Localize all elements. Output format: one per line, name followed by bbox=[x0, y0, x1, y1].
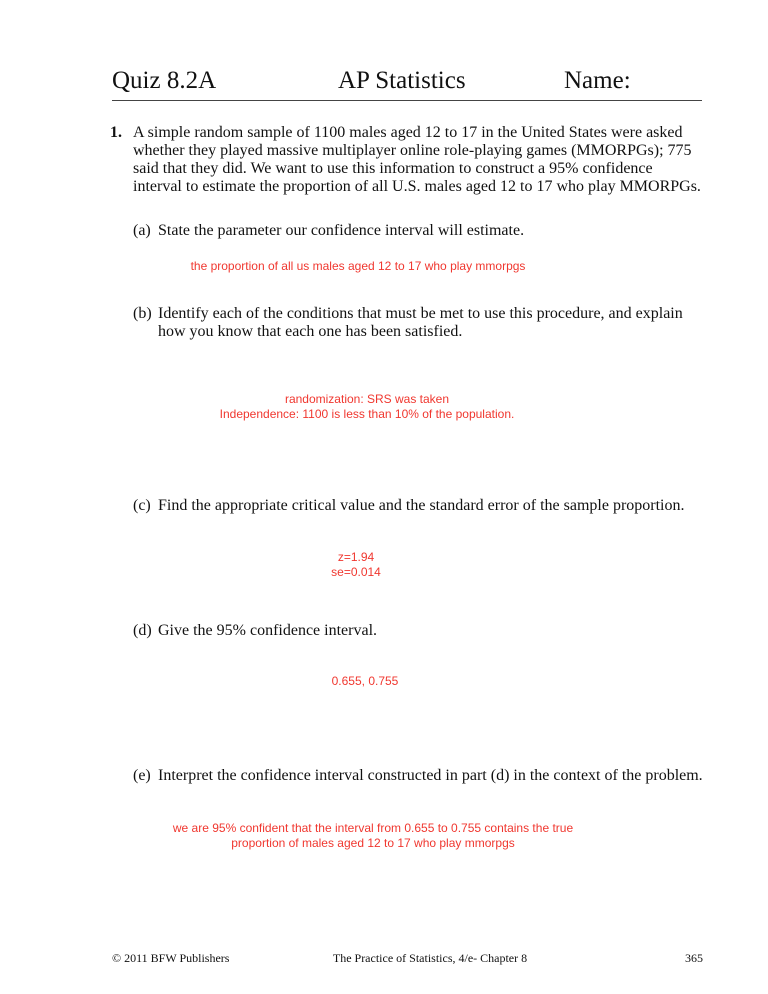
answer-c-line1: z=1.94 bbox=[337, 550, 375, 564]
page-number: 365 bbox=[685, 951, 703, 965]
footer-book: The Practice of Statistics, 4/e- Chapter 8 bbox=[332, 951, 528, 965]
part-b-text: Identify each of the conditions that must be met to use this procedure, and explain how you know that each one has been satisfied. bbox=[158, 305, 683, 340]
part-c-label: (c) bbox=[133, 497, 151, 514]
part-b-label-wrap bbox=[133, 305, 158, 323]
answer-c-line2: se=0.014 bbox=[331, 565, 381, 579]
part-e-label: (e) bbox=[133, 767, 151, 784]
course-title: AP Statistics bbox=[338, 67, 466, 94]
part-d-label: (d) bbox=[133, 622, 152, 639]
part-c-text: Find the appropriate critical value and the standard error of the sample proportion. bbox=[158, 497, 685, 514]
name-label: Name: bbox=[564, 67, 631, 94]
answer-e-line2: proportion of males aged 12 to 17 who play mmorpgs bbox=[231, 836, 515, 850]
footer-copyright: © 2011 BFW Publishers bbox=[112, 951, 230, 965]
part-b-label: (b) bbox=[133, 305, 152, 322]
part-a bbox=[133, 222, 524, 240]
answer-b-line1: randomization: SRS was taken bbox=[284, 392, 450, 406]
question-number: 1. bbox=[110, 124, 122, 141]
answer-b-line2: Independence: 1100 is less than 10% of the population. bbox=[219, 407, 515, 421]
answer-a: the proportion of all us males aged 12 to 17 who play mmorpgs bbox=[190, 259, 526, 273]
part-c bbox=[133, 497, 684, 515]
part-e bbox=[133, 767, 703, 785]
question-stem: A simple random sample of 1100 males aged 12 to 17 in the United States were asked whether they played massive multiplayer online role-playing games (MMORPGs); 775 said that they did. We want to use this information to construct a 95% confidence interval to estimate the proportion of all U.S. males aged 12 to 17 who play MMORPGs. bbox=[133, 124, 701, 195]
answer-d: 0.655, 0.755 bbox=[331, 674, 399, 688]
part-a-label: (a) bbox=[133, 222, 151, 239]
part-e-text: Interpret the confidence interval constructed in part (d) in the context of the problem. bbox=[158, 767, 703, 784]
part-a-text: State the parameter our confidence interval will estimate. bbox=[158, 222, 525, 239]
answer-e-line1: we are 95% confident that the interval from 0.655 to 0.755 contains the true bbox=[172, 821, 574, 835]
quiz-header bbox=[112, 66, 702, 101]
part-d-text: Give the 95% confidence interval. bbox=[158, 622, 378, 639]
part-d bbox=[133, 622, 377, 640]
quiz-title: Quiz 8.2A bbox=[112, 67, 217, 94]
